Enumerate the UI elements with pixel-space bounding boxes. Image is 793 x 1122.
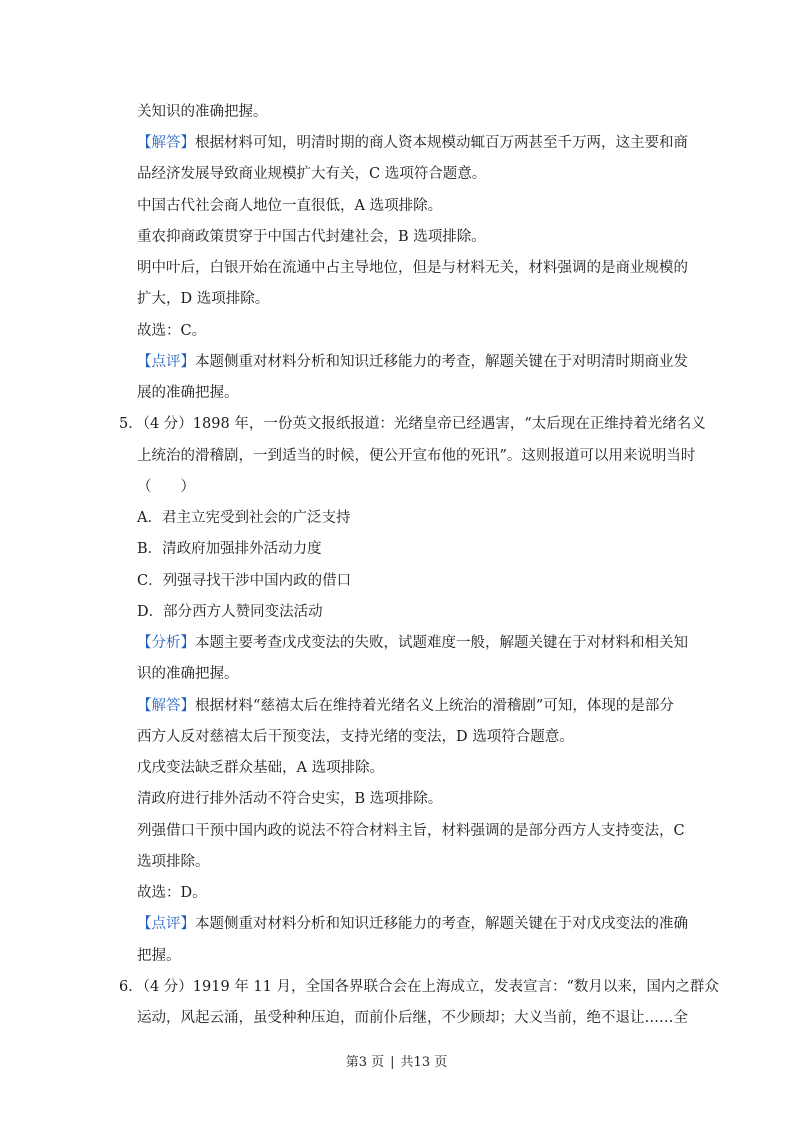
q5-line-a: 戊戌变法缺乏群众基础，A 选项排除。: [137, 760, 385, 776]
q4-comment-line-1: [137, 352, 688, 372]
comment-tag: 【点评】: [137, 354, 195, 370]
q4-answer-text: 根据材料可知，明清时期的商人资本规模动辄百万两甚至千万两，这主要和商: [195, 135, 688, 151]
page-current: 第3 页: [345, 1055, 385, 1070]
q5-line-b: 清政府进行排外活动不符合史实，B 选项排除。: [137, 791, 443, 807]
q5-option-c: C．列强寻找干涉中国内政的借口: [137, 573, 352, 589]
q4-line-d-1: 明中叶后，白银开始在流通中占主导地位，但是与材料无关，材料强调的是商业规模的: [137, 260, 688, 276]
q5-stem-line-1: 5．（4 分）1898 年，一份英文报纸报道：光绪皇帝已经遇害，“太后现在正维持着光绪名义: [119, 416, 706, 432]
q5-line-c-2: 选项排除。: [137, 854, 210, 870]
q5-option-d: D．部分西方人赞同变法活动: [137, 604, 323, 620]
page-total: 共13 页: [400, 1055, 448, 1070]
q4-comment-line-2: 展的准确把握。: [137, 385, 239, 401]
q4-analysis-tail: 关知识的准确把握。: [137, 104, 268, 120]
q5-answer-line-2: 西方人反对慈禧太后干预变法，支持光绪的变法，D 选项符合题意。: [137, 729, 574, 745]
answer-tag: 【解答】: [137, 698, 195, 714]
q4-line-b: 重农抑商政策贯穿于中国古代封建社会，B 选项排除。: [137, 229, 486, 245]
q4-choice: 故选：C。: [137, 323, 207, 339]
q5-analysis-line-1: [137, 633, 688, 653]
q5-comment-line-1: [137, 914, 688, 934]
q5-stem-line-3: （ ）: [137, 479, 195, 495]
q5-line-c-1: 列强借口干预中国内政的说法不符合材料主旨，材料强调的是部分西方人支持变法，C: [137, 823, 685, 839]
q5-analysis-text: 本题主要考查戊戌变法的失败，试题难度一般，解题关键在于对材料和相关知: [195, 635, 688, 651]
q6-stem-line-1: 6．（4 分）1919 年 11 月，全国各界联合会在上海成立，发表宣言：“数月以来，国内之群众: [119, 979, 719, 995]
q5-stem-line-2: 上统治的滑稽剧，一到适当的时候，便公开宣布他的死讯”。这则报道可以用来说明当时: [137, 448, 696, 464]
q5-option-b: B．清政府加强排外活动力度: [137, 541, 322, 557]
q4-answer-line-2: 品经济发展导致商业规模扩大有关，C 选项符合题意。: [137, 166, 487, 182]
q5-option-a: A．君主立宪受到社会的广泛支持: [137, 510, 351, 526]
analysis-tag: 【分析】: [137, 635, 195, 651]
q5-comment-line-2: 把握。: [137, 948, 181, 964]
page-footer: [0, 1051, 793, 1070]
q6-stem-line-2: 运动，风起云涌，虽受种种压迫，而前仆后继，不少顾却；大义当前，绝不退让……全: [137, 1010, 688, 1026]
answer-tag: 【解答】: [137, 135, 195, 151]
footer-separator: |: [390, 1055, 395, 1070]
comment-tag: 【点评】: [137, 916, 195, 932]
q4-answer-line-1: [137, 133, 688, 153]
q5-comment-text: 本题侧重对材料分析和知识迁移能力的考查，解题关键在于对戊戌变法的准确: [195, 916, 688, 932]
q4-comment-text: 本题侧重对材料分析和知识迁移能力的考查，解题关键在于对明清时期商业发: [195, 354, 688, 370]
q4-line-d-2: 扩大，D 选项排除。: [137, 291, 270, 307]
q5-answer-line-1: [137, 696, 674, 716]
q5-analysis-line-2: 识的准确把握。: [137, 666, 239, 682]
q4-line-a: 中国古代社会商人地位一直很低，A 选项排除。: [137, 198, 443, 214]
q5-answer-text: 根据材料“慈禧太后在维持着光绪名义上统治的滑稽剧”可知，体现的是部分: [195, 698, 674, 714]
q5-choice: 故选：D。: [137, 885, 207, 901]
